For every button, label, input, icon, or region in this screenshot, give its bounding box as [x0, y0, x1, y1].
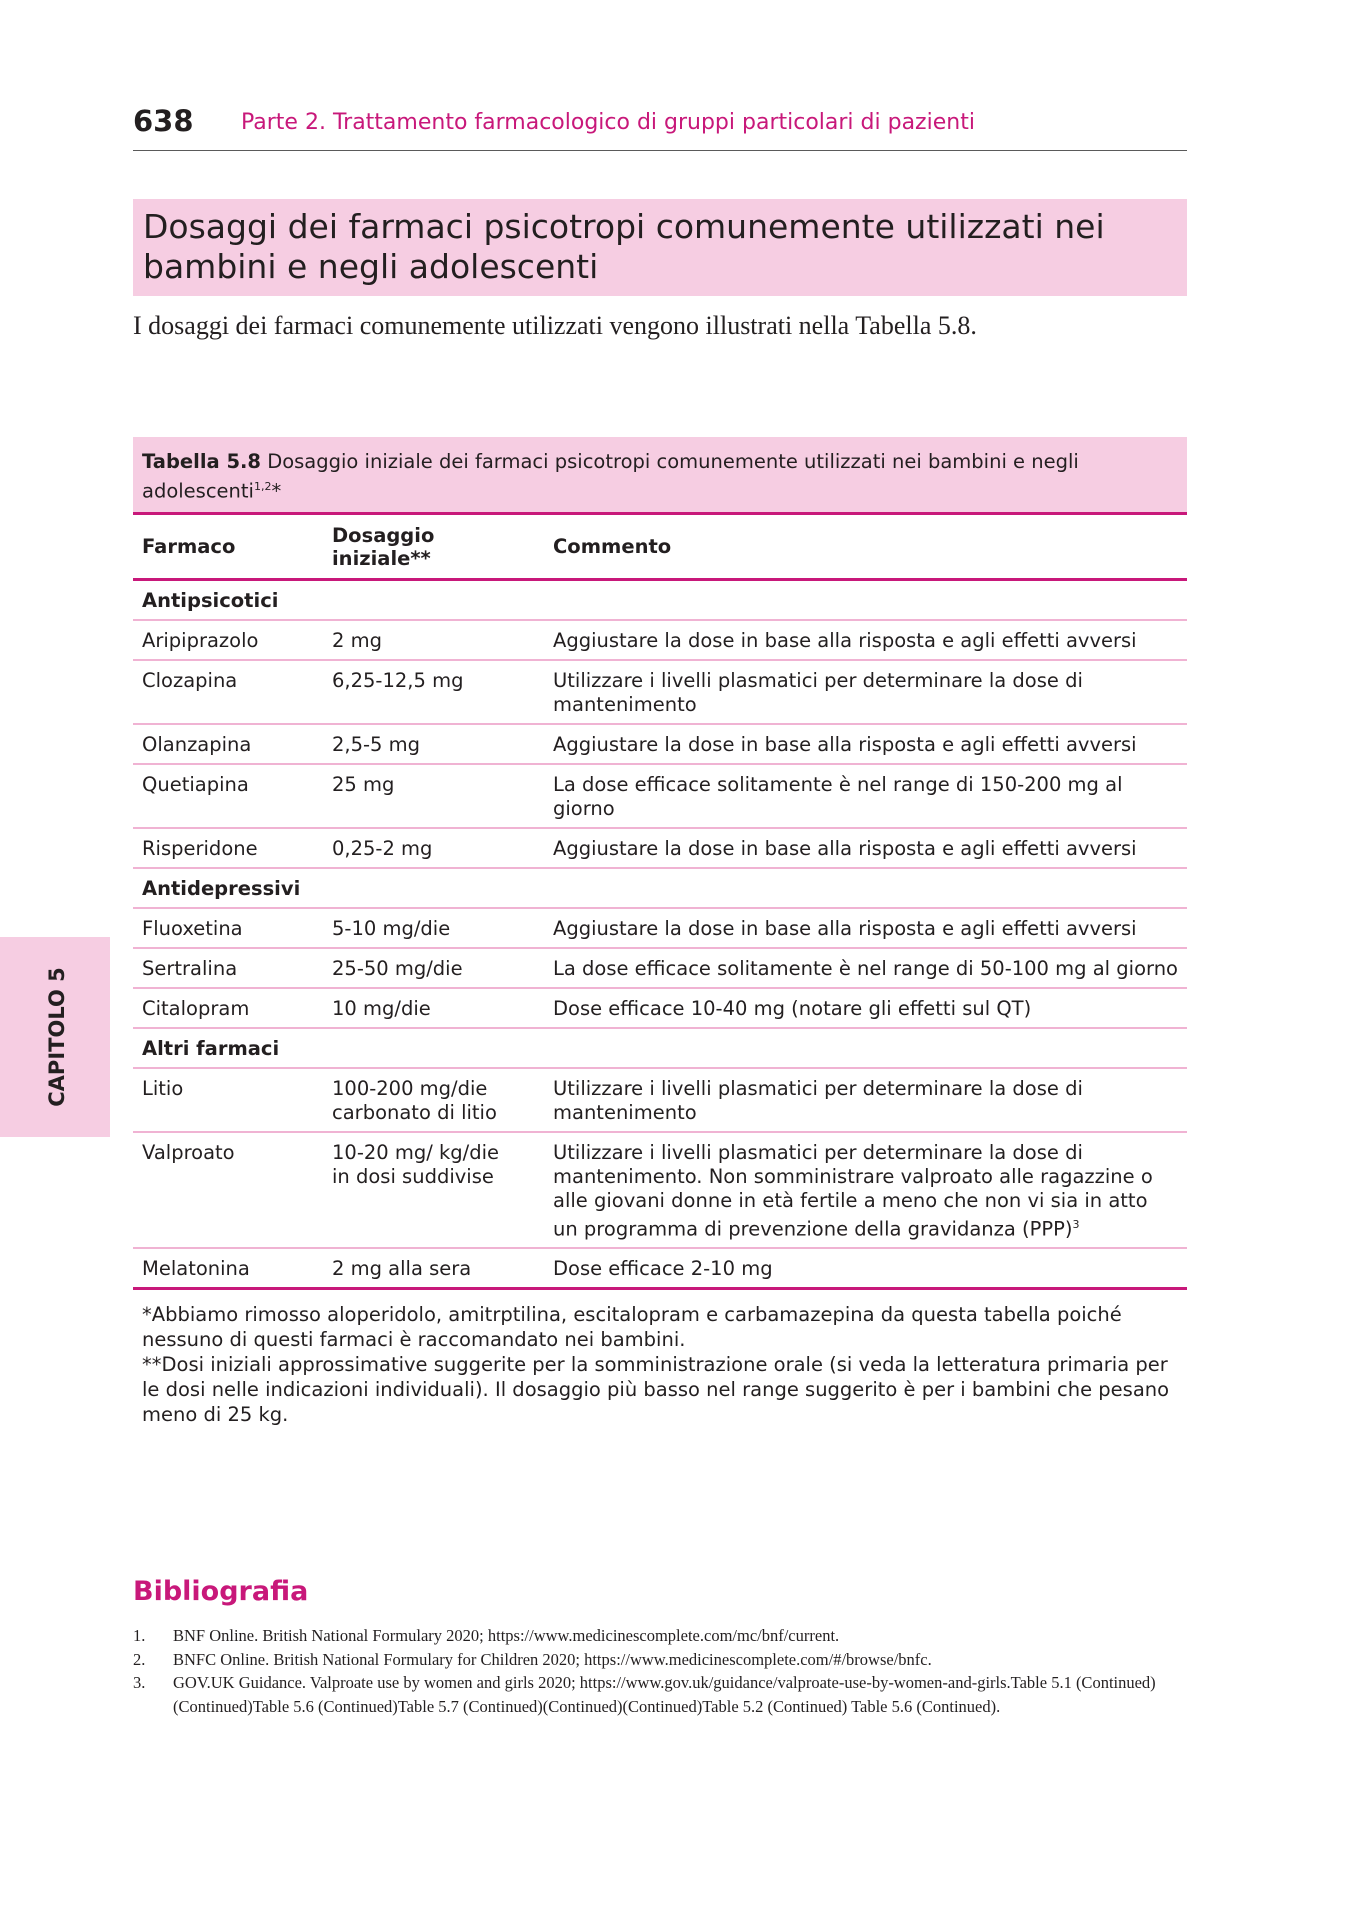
- dose-cell: 2 mg: [323, 620, 544, 660]
- table-caption-text: Dosaggio iniziale dei farmaci psicotropi comunemente utilizzati nei bambini e negli adolescenti: [142, 450, 1079, 503]
- dose-line: carbonato di litio: [332, 1100, 497, 1124]
- bibliography-title: Bibliografia: [133, 1576, 309, 1607]
- bibliography-text: BNFC Online. British National Formulary for Children 2020; https://www.medicinescomplete.com/#/browse/bnfc.: [173, 1649, 932, 1669]
- table-caption-refs: 1,2: [253, 480, 272, 493]
- table-row: [133, 988, 1187, 1028]
- group-label: Altri farmaci: [133, 1028, 1187, 1068]
- comment-cell: [544, 1132, 1187, 1249]
- comment-cell: Aggiustare la dose in base alla risposta e agli effetti avversi: [544, 620, 1187, 660]
- column-header-dose: Dosaggio iniziale**: [323, 515, 544, 580]
- dose-line: in dosi suddivise: [332, 1164, 494, 1188]
- drug-cell: Citalopram: [133, 988, 323, 1028]
- table-header-row: [133, 515, 1187, 580]
- table-row: [133, 620, 1187, 660]
- dose-cell: 5-10 mg/die: [323, 908, 544, 948]
- footnote: **Dosi iniziali approssimative suggerite per la somministrazione orale (si veda la letteratura primaria per le dosi nelle indicazioni individuali). Il dosaggio più basso nel range suggerito è per i bambini che pesano meno di 25 kg.: [142, 1353, 1170, 1426]
- comment-ref: 3: [1072, 1217, 1080, 1231]
- table-group-row: [133, 868, 1187, 908]
- table-row: [133, 948, 1187, 988]
- drug-cell: Risperidone: [133, 828, 323, 868]
- table-row: [133, 1132, 1187, 1249]
- table-footnotes: [133, 1302, 1187, 1427]
- table-row: [133, 1068, 1187, 1132]
- table-caption-label: Tabella 5.8: [142, 450, 261, 473]
- dose-cell: [323, 1132, 544, 1249]
- bibliography-number: 3.: [133, 1673, 146, 1692]
- intro-paragraph: I dosaggi dei farmaci comunemente utilizzati vengono illustrati nella Tabella 5.8.: [133, 311, 977, 340]
- dose-cell: 0,25-2 mg: [323, 828, 544, 868]
- table-row: [133, 908, 1187, 948]
- dose-cell: 2,5-5 mg: [323, 724, 544, 764]
- bibliography-number: 2.: [133, 1649, 146, 1669]
- table-caption-star: *: [271, 479, 282, 503]
- chapter-side-tab-label: CAPITOLO 5: [45, 967, 69, 1107]
- dose-cell: 6,25-12,5 mg: [323, 660, 544, 724]
- column-header-drug: Farmaco: [133, 515, 323, 580]
- drug-cell: Fluoxetina: [133, 908, 323, 948]
- drug-cell: Valproato: [133, 1132, 323, 1249]
- comment-cell: Dose efficace 10-40 mg (notare gli effetti sul QT): [544, 988, 1187, 1028]
- comment-cell: Aggiustare la dose in base alla risposta e agli effetti avversi: [544, 908, 1187, 948]
- dosage-table-block: [133, 437, 1187, 1427]
- bibliography-text: GOV.UK Guidance. Valproate use by women and girls 2020; https://www.gov.uk/guidance/valproate-use-by-women-and-girls.Table 5.1 (Continued)(Continued)Table 5.6 (Continued)Table 5.7 (Continued)(Continued)(Continued)Table 5.2 (Continued) Table 5.6 (Continued).: [173, 1673, 1156, 1716]
- dose-cell: 2 mg alla sera: [323, 1248, 544, 1289]
- table-row: [133, 764, 1187, 828]
- drug-cell: Olanzapina: [133, 724, 323, 764]
- drug-cell: Aripiprazolo: [133, 620, 323, 660]
- comment-cell: Utilizzare i livelli plasmatici per determinare la dose di mantenimento: [544, 1068, 1187, 1132]
- comment-cell: Utilizzare i livelli plasmatici per determinare la dose di mantenimento: [544, 660, 1187, 724]
- comment-cell: Aggiustare la dose in base alla risposta e agli effetti avversi: [544, 828, 1187, 868]
- page-number: 638: [133, 104, 194, 138]
- group-label: Antipsicotici: [133, 579, 1187, 620]
- running-title: Parte 2. Trattamento farmacologico di gruppi particolari di pazienti: [241, 110, 975, 135]
- dose-line: 100-200 mg/die: [332, 1076, 488, 1100]
- group-label: Antidepressivi: [133, 868, 1187, 908]
- bibliography-list: [133, 1624, 1187, 1718]
- table-row: [133, 724, 1187, 764]
- dose-line: 10-20 mg/ kg/die: [332, 1140, 500, 1164]
- dose-cell: 10 mg/die: [323, 988, 544, 1028]
- footnote: *Abbiamo rimosso aloperidolo, amitrptilina, escitalopram e carbamazepina da questa tabella poiché nessuno di questi farmaci è raccomandato nei bambini.: [142, 1303, 1122, 1351]
- table-row: [133, 828, 1187, 868]
- dosage-table: [133, 515, 1187, 1291]
- section-title: Dosaggi dei farmaci psicotropi comunemente utilizzati nei bambini e negli adolescenti: [143, 207, 1105, 286]
- comment-cell: La dose efficace solitamente è nel range di 150-200 mg al giorno: [544, 764, 1187, 828]
- dose-cell: [323, 1068, 544, 1132]
- column-header-comment: Commento: [544, 515, 1187, 580]
- drug-cell: Sertralina: [133, 948, 323, 988]
- comment-cell: Aggiustare la dose in base alla risposta e agli effetti avversi: [544, 724, 1187, 764]
- comment-cell: La dose efficace solitamente è nel range di 50-100 mg al giorno: [544, 948, 1187, 988]
- table-caption: [133, 437, 1187, 515]
- table-group-row: [133, 1028, 1187, 1068]
- bibliography-number: 1.: [133, 1626, 146, 1645]
- drug-cell: Melatonina: [133, 1248, 323, 1289]
- dose-cell: 25 mg: [323, 764, 544, 828]
- table-row: [133, 1248, 1187, 1289]
- comment-text: Utilizzare i livelli plasmatici per determinare la dose di mantenimento. Non somministrare valproato alle ragazzine o alle giovani donne in età fertile a meno che non vi sia in atto un programma di prevenzione della gravidanza (PPP): [553, 1140, 1153, 1240]
- page-header: [133, 104, 1187, 151]
- drug-cell: Quetiapina: [133, 764, 323, 828]
- chapter-side-tab: [0, 937, 110, 1137]
- bibliography-text: BNF Online. British National Formulary 2020; https://www.medicinescomplete.com/mc/bnf/current.: [173, 1626, 840, 1645]
- bibliography-item: [133, 1671, 1187, 1718]
- table-row: [133, 660, 1187, 724]
- drug-cell: Clozapina: [133, 660, 323, 724]
- dose-cell: 25-50 mg/die: [323, 948, 544, 988]
- bibliography-item: [133, 1624, 1187, 1648]
- section-heading-box: [133, 199, 1187, 296]
- drug-cell: Litio: [133, 1068, 323, 1132]
- comment-cell: Dose efficace 2-10 mg: [544, 1248, 1187, 1289]
- table-group-row: [133, 579, 1187, 620]
- bibliography-item: [133, 1648, 1187, 1672]
